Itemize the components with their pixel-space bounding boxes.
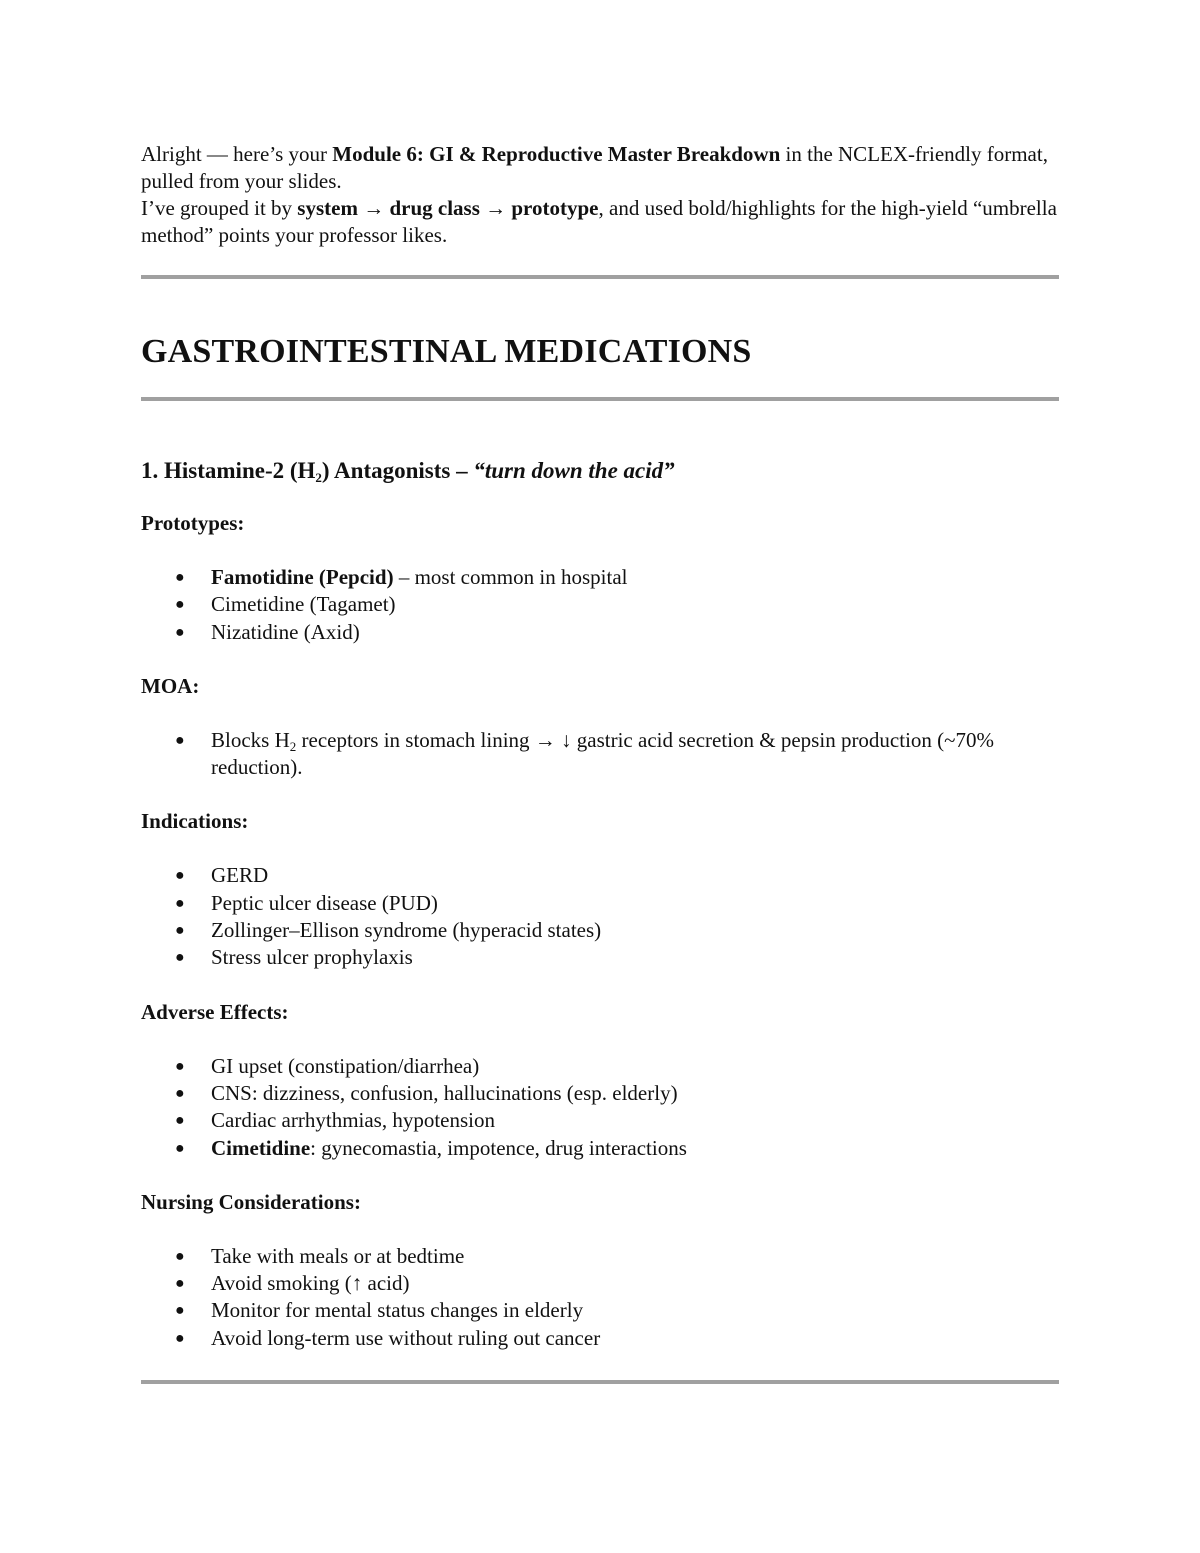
section-heading	[141, 456, 1059, 486]
bullet-icon: ●	[175, 894, 185, 912]
document-content	[141, 141, 1059, 1384]
grouping-bold: system → drug class → prototype	[297, 196, 599, 220]
horizontal-rule	[141, 397, 1059, 401]
list-item-text: GERD	[211, 863, 269, 888]
bullet-icon: ●	[175, 731, 185, 749]
list-item	[141, 1325, 1059, 1352]
bullet-icon: ●	[175, 949, 185, 967]
indications-label: Indications:	[141, 809, 249, 834]
list-item	[141, 862, 1059, 889]
bullet-icon: ●	[175, 867, 185, 885]
bullet-icon: ●	[175, 1139, 185, 1157]
list-item-text: Nizatidine (Axid)	[211, 619, 360, 644]
section-heading-text: ) Antagonists –	[321, 458, 474, 483]
list-item	[141, 1080, 1059, 1107]
subscript: 2	[289, 738, 297, 754]
bullet-icon: ●	[175, 623, 185, 641]
list-item	[141, 591, 1059, 618]
nursing-considerations-list	[141, 1243, 1059, 1352]
section-slogan: “turn down the acid”	[473, 458, 675, 483]
list-item-text: receptors in stomach lining → ↓ gastric acid secretion & pepsin production (~70% reduction).	[211, 727, 995, 780]
list-item-text: Avoid smoking (↑ acid)	[211, 1271, 410, 1296]
list-item	[141, 1270, 1059, 1297]
bullet-icon: ●	[175, 1302, 185, 1320]
list-item-text: CNS: dizziness, confusion, hallucinations (esp. elderly)	[211, 1080, 678, 1105]
subscript: 2	[315, 470, 322, 485]
section-heading-text: 1. Histamine-2 (H	[141, 458, 316, 483]
list-item-text: Peptic ulcer disease (PUD)	[211, 890, 438, 915]
list-item-text: – most common in hospital	[393, 565, 628, 589]
list-item	[141, 564, 1059, 591]
list-item-text: GI upset (constipation/diarrhea)	[211, 1053, 480, 1078]
list-item	[141, 944, 1059, 971]
bullet-icon: ●	[175, 1112, 185, 1130]
horizontal-rule	[141, 1380, 1059, 1384]
drug-name-bold: Cimetidine	[211, 1135, 311, 1160]
moa-list	[141, 727, 1059, 782]
prototypes-label: Prototypes:	[141, 511, 245, 535]
intro-text: , and used bold/highlights for the high-yield “umbrella method” points your professor likes.	[141, 196, 1057, 247]
list-item	[141, 619, 1059, 646]
drug-name-bold: Famotidine (Pepcid)	[211, 565, 394, 589]
list-item-text: Blocks H	[211, 727, 290, 752]
bullet-icon: ●	[175, 569, 185, 586]
list-item	[141, 917, 1059, 944]
list-item	[141, 1243, 1059, 1270]
main-heading: GASTROINTESTINAL MEDICATIONS	[141, 333, 752, 370]
bullet-icon: ●	[175, 1084, 185, 1102]
list-item-text: Zollinger–Ellison syndrome (hyperacid states)	[211, 918, 602, 943]
list-item-text: Avoid long-term use without ruling out cancer	[211, 1325, 601, 1350]
intro-text: Alright — here’s your	[141, 142, 333, 166]
list-item-text: : gynecomastia, impotence, drug interactions	[310, 1135, 687, 1160]
moa-label: MOA:	[141, 673, 200, 698]
indications-list	[141, 862, 1059, 971]
list-item	[141, 1107, 1059, 1134]
intro-text: I’ve grouped it by	[141, 196, 298, 220]
bullet-icon: ●	[175, 1247, 185, 1265]
module-title-bold: Module 6: GI & Reproductive Master Breakdown	[332, 142, 781, 166]
list-item-text: Stress ulcer prophylaxis	[211, 945, 413, 970]
bullet-icon: ●	[175, 1057, 185, 1075]
list-item-text: Cimetidine (Tagamet)	[211, 592, 396, 617]
prototypes-list	[141, 564, 1059, 646]
list-item-text: Monitor for mental status changes in elderly	[211, 1298, 584, 1323]
bullet-icon: ●	[175, 1275, 185, 1293]
intro-paragraph	[141, 141, 1059, 249]
list-item	[141, 727, 1059, 782]
list-item	[141, 1053, 1059, 1080]
bullet-icon: ●	[175, 596, 185, 614]
list-item	[141, 890, 1059, 917]
nursing-considerations-label: Nursing Considerations:	[141, 1189, 361, 1214]
adverse-effects-list	[141, 1053, 1059, 1162]
list-item	[141, 1297, 1059, 1324]
list-item-text: Take with meals or at bedtime	[211, 1243, 465, 1268]
intro-text: in the NCLEX-friendly format, pulled from your slides.	[141, 142, 1048, 193]
adverse-effects-label: Adverse Effects:	[141, 999, 289, 1024]
list-item-text: Cardiac arrhythmias, hypotension	[211, 1108, 496, 1133]
list-item	[141, 1135, 1059, 1162]
bullet-icon: ●	[175, 1329, 185, 1347]
horizontal-rule	[141, 275, 1059, 279]
bullet-icon: ●	[175, 922, 185, 940]
